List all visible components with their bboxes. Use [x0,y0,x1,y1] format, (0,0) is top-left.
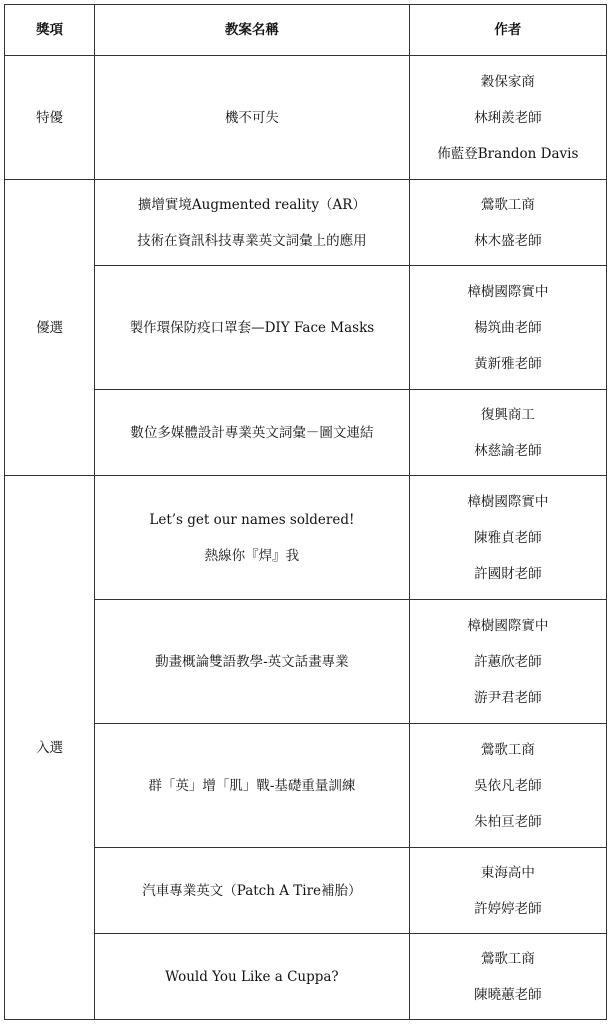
lesson-title-cell [95,724,410,848]
header-award: 獎項 [5,5,95,56]
header-row [5,5,607,56]
table-row [5,476,607,600]
table-row [5,934,607,1020]
award-cell: 優選 [5,180,95,476]
teacher-name: 吳依凡老師 [474,777,542,794]
teacher-name: 許蕙欣老師 [474,653,542,670]
school-name: 東海高中 [480,864,535,881]
table-row [5,56,607,180]
teacher-name: 林琍羨老師 [474,109,542,126]
school-name: 樟樹國際實中 [467,283,549,300]
lesson-title-cell [95,266,410,390]
teacher-name: 楊筑曲老師 [474,319,542,336]
lesson-title-line: 擴增實境Augmented reality（AR） [137,196,366,213]
table-row [5,848,607,934]
author-cell [409,180,606,266]
author-cell [409,848,606,934]
teacher-name: 陳雅貞老師 [474,529,542,546]
lesson-title-cell [95,180,410,266]
lesson-title-cell [95,934,410,1020]
lesson-title-cell [95,390,410,476]
lesson-title-cell [95,476,410,600]
author-cell [409,600,606,724]
author-cell [409,390,606,476]
table-row [5,180,607,266]
author-cell [409,476,606,600]
awards-table [4,4,607,1020]
lesson-title-line: 數位多媒體設計專業英文詞彙－圖文連結 [130,424,374,441]
lesson-title-line: 製作環保防疫口罩套—DIY Face Masks [129,319,375,336]
lesson-title-line: 汽車專業英文（Patch A Tire補胎） [142,882,362,899]
table-row [5,600,607,724]
lesson-title-line: Would You Like a Cuppa? [165,968,339,985]
author-cell [409,56,606,180]
school-name: 鶯歌工商 [480,950,535,967]
author-cell [409,266,606,390]
lesson-title-line: 技術在資訊科技專業英文詞彙上的應用 [137,232,367,249]
school-name: 鶯歌工商 [480,741,535,758]
table-row [5,390,607,476]
school-name: 復興商工 [480,406,535,423]
lesson-title-cell [95,600,410,724]
teacher-name: 許國財老師 [474,565,542,582]
lesson-title-line: 熱線你『焊』我 [204,547,300,564]
teacher-name: 朱柏亘老師 [474,813,542,830]
teacher-name: 黃新雅老師 [474,355,542,372]
school-name: 樟樹國際實中 [467,493,549,510]
author-cell [409,934,606,1020]
teacher-name: 游尹君老師 [474,689,542,706]
school-name: 穀保家商 [480,73,535,90]
teacher-name: 佈藍登Brandon Davis [437,145,579,162]
lesson-title-line: 動畫概論雙語教學-英文話畫專業 [155,653,349,670]
author-cell [409,724,606,848]
lesson-title-cell [95,56,410,180]
table-row [5,724,607,848]
lesson-title-cell [95,848,410,934]
teacher-name: 許婷婷老師 [474,900,542,917]
teacher-name: 陳曉蕙老師 [474,986,542,1003]
lesson-title-line: 群「英」增「肌」戰-基礎重量訓練 [148,777,356,794]
school-name: 樟樹國際實中 [467,617,549,634]
award-cell: 入選 [5,476,95,1020]
lesson-title-line: 機不可失 [224,109,279,126]
table-row [5,266,607,390]
teacher-name: 林木盛老師 [474,232,542,249]
header-author: 作者 [409,5,606,56]
award-cell: 特優 [5,56,95,180]
header-title: 教案名稱 [95,5,410,56]
school-name: 鶯歌工商 [480,196,535,213]
lesson-title-line: Let’s get our names soldered! [149,511,355,528]
teacher-name: 林慈諭老師 [474,442,542,459]
